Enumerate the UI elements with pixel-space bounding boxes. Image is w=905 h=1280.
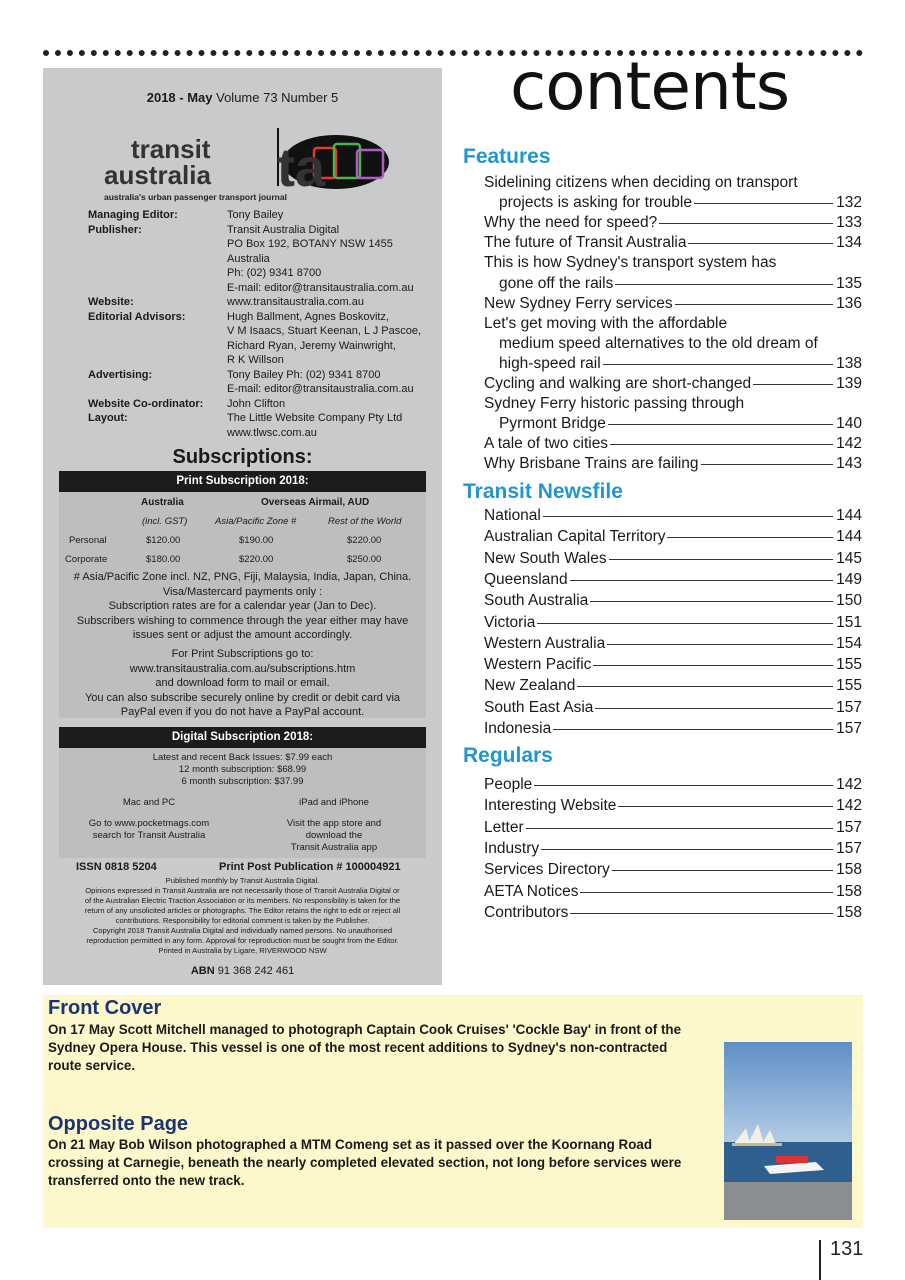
staff-detail bbox=[227, 223, 438, 296]
print-subscription-instructions bbox=[59, 647, 426, 720]
page-number: 131 bbox=[830, 1238, 864, 1260]
issn: ISSN 0818 5204 bbox=[76, 861, 157, 873]
toc-entry[interactable] bbox=[484, 193, 862, 213]
toc-page-number: 145 bbox=[836, 549, 862, 567]
toc-entry-title: New South Wales bbox=[484, 549, 607, 567]
toc-entry[interactable] bbox=[484, 570, 862, 590]
toc-entry-title: Cycling and walking are short-changed bbox=[484, 375, 752, 392]
leader-line bbox=[608, 424, 833, 425]
toc-page-number: 158 bbox=[836, 882, 862, 900]
staff-detail-line: Richard Ryan, Jeremy Wainwright, bbox=[227, 339, 396, 352]
toc-page-number: 149 bbox=[836, 570, 862, 588]
toc-entry-title: Pyrmont Bridge bbox=[499, 415, 606, 433]
toc-page-number: 155 bbox=[836, 656, 862, 674]
toc-page-number: 158 bbox=[836, 903, 862, 921]
ipad-instructions bbox=[244, 818, 424, 854]
mac-pc-label: Mac and PC bbox=[122, 797, 176, 808]
staff-role: Advertising: bbox=[88, 368, 153, 381]
toc-entry[interactable] bbox=[484, 796, 862, 816]
staff-role: Layout: bbox=[88, 412, 128, 424]
instruction-line: search for Transit Australia bbox=[92, 830, 206, 841]
staff-detail-line: V M Isaacs, Stuart Keenan, L J Pascoe, bbox=[227, 325, 422, 337]
price-line: 12 month subscription: $68.99 bbox=[178, 764, 307, 775]
staff-role: Website Co-ordinator: bbox=[88, 397, 204, 410]
staff-detail-line[interactable]: E-mail: editor@transitaustralia.com.au bbox=[227, 383, 414, 395]
toc-entry[interactable] bbox=[484, 634, 862, 654]
leader-line bbox=[593, 665, 833, 666]
toc-entry-line: Let's get moving with the affordable bbox=[484, 314, 728, 332]
staff-detail-line: Tony Bailey Ph: (02) 9341 8700 bbox=[227, 368, 381, 381]
staff-detail bbox=[227, 310, 438, 368]
staff-list bbox=[88, 208, 438, 440]
toc-entry[interactable] bbox=[484, 698, 862, 718]
leader-line bbox=[659, 223, 833, 224]
leader-line bbox=[570, 580, 833, 581]
legal-line: of the Australian Electric Traction Association or its members. No responsibility is taken for the bbox=[84, 896, 401, 905]
legal-line: Copyright 2018 Transit Australia Digital and individually named persons. No unauthorised bbox=[92, 926, 393, 935]
staff-role: Managing Editor: bbox=[88, 209, 178, 221]
print-subscription-box bbox=[59, 471, 426, 718]
toc-page-number: 157 bbox=[836, 698, 862, 716]
price-au: $180.00 bbox=[146, 554, 181, 565]
toc-entry[interactable] bbox=[484, 527, 862, 547]
staff-row bbox=[88, 397, 438, 412]
toc-entry-title: A tale of two cities bbox=[484, 435, 609, 453]
leader-line bbox=[580, 892, 833, 893]
print-subscription-header: Print Subscription 2018: bbox=[59, 471, 426, 492]
instruction-line: Visit the app store and bbox=[286, 818, 382, 829]
leader-line bbox=[570, 913, 833, 914]
toc-entry[interactable] bbox=[484, 274, 862, 294]
newsfile-heading: Transit Newsfile bbox=[463, 480, 623, 503]
leader-line bbox=[541, 849, 833, 850]
toc-entry-title: People bbox=[484, 776, 533, 793]
toc-page-number: 140 bbox=[836, 415, 862, 433]
toc-entry[interactable] bbox=[484, 434, 862, 454]
staff-role: Website: bbox=[88, 296, 134, 308]
toc-entry[interactable] bbox=[484, 839, 862, 859]
col-overseas: Overseas Airmail, AUD bbox=[261, 497, 370, 508]
leader-line bbox=[595, 708, 833, 709]
leader-line bbox=[701, 464, 833, 465]
masthead-panel bbox=[43, 68, 442, 985]
note-line: PayPal even if you do not have a PayPal account. bbox=[120, 706, 365, 719]
issue-line bbox=[43, 90, 442, 105]
leader-line bbox=[675, 304, 833, 305]
toc-entry-line: Sidelining citizens when deciding on transport bbox=[484, 174, 798, 191]
toc-page-number: 144 bbox=[836, 507, 862, 524]
issue-date: 2018 - May bbox=[146, 90, 213, 105]
toc-page-number: 134 bbox=[836, 234, 862, 252]
col-australia: Australia bbox=[141, 497, 184, 508]
sub-incl-gst: (incl. GST) bbox=[142, 516, 188, 527]
staff-row bbox=[88, 223, 438, 296]
legal-line: Published monthly by Transit Australia Digital. bbox=[165, 876, 320, 885]
staff-detail-line[interactable]: www.transitaustralia.com.au bbox=[227, 296, 364, 308]
staff-detail-line[interactable]: E-mail: editor@transitaustralia.com.au bbox=[227, 281, 414, 294]
staff-role: Publisher: bbox=[88, 223, 142, 236]
logo-tagline: australia's urban passenger transport journal bbox=[104, 192, 287, 202]
abn-label: ABN bbox=[190, 965, 215, 977]
toc-entry-title: AETA Notices bbox=[484, 882, 579, 900]
leader-line bbox=[534, 785, 833, 786]
staff-detail bbox=[227, 411, 438, 440]
logo-mark-ta: ta bbox=[277, 138, 326, 198]
toc-entry-title: Western Pacific bbox=[484, 656, 592, 674]
price-table bbox=[59, 497, 426, 573]
contents-title: contents bbox=[510, 48, 790, 125]
toc-entry-title: National bbox=[484, 507, 541, 524]
leader-line bbox=[607, 644, 833, 645]
print-post-number: Print Post Publication # 100004921 bbox=[219, 861, 401, 873]
note-line: Subscription rates are for a calendar year (Jan to Dec). bbox=[108, 600, 377, 613]
staff-row bbox=[88, 411, 438, 440]
toc-entry-title: Letter bbox=[484, 818, 524, 836]
row-label: Corporate bbox=[65, 554, 108, 565]
note-line: issues sent or adjust the amount accordingly. bbox=[132, 629, 353, 642]
toc-entry-title: Why Brisbane Trains are failing bbox=[484, 455, 699, 473]
staff-detail-line: PO Box 192, BOTANY NSW 1455 bbox=[227, 238, 393, 250]
legal-line: contributions. Responsibility for editorial comment is taken by the Publisher. bbox=[115, 916, 370, 925]
toc-entry-title: Interesting Website bbox=[484, 797, 617, 815]
price-rest: $220.00 bbox=[347, 535, 382, 546]
toc-entry-title: The future of Transit Australia bbox=[484, 234, 687, 252]
toc-entry-title: Services Directory bbox=[484, 861, 610, 879]
leader-line bbox=[603, 364, 833, 365]
toc-entry[interactable] bbox=[484, 233, 862, 253]
toc-entry-title: New Sydney Ferry services bbox=[484, 294, 673, 312]
toc-entry-title: Why the need for speed? bbox=[484, 214, 658, 232]
toc-entry[interactable] bbox=[484, 775, 862, 795]
mac-pc-instructions bbox=[59, 818, 239, 842]
leader-line bbox=[577, 686, 833, 687]
legal-line: Opinions expressed in Transit Australia are not necessarily those of Transit Australia Digital or bbox=[85, 886, 400, 895]
toc-entry-title: gone off the rails bbox=[499, 274, 614, 292]
regulars-heading: Regulars bbox=[463, 744, 553, 767]
toc-entry[interactable] bbox=[484, 549, 862, 569]
toc-entry-line: This is how Sydney's transport system has bbox=[484, 254, 777, 272]
logo-word-australia: australia bbox=[104, 160, 211, 190]
toc-page-number: 135 bbox=[836, 274, 862, 292]
toc-page-number: 155 bbox=[836, 677, 862, 695]
toc-entry[interactable] bbox=[484, 860, 862, 880]
sub-asia-pacific: Asia/Pacific Zone # bbox=[215, 516, 297, 527]
toc-page-number: 133 bbox=[836, 214, 862, 232]
price-asia: $190.00 bbox=[239, 535, 274, 546]
digital-prices bbox=[59, 752, 426, 788]
staff-detail-line: Transit Australia Digital bbox=[227, 223, 340, 236]
leader-line bbox=[537, 623, 833, 624]
issue-volume: Volume 73 Number 5 bbox=[216, 90, 339, 105]
toc-entry[interactable] bbox=[484, 213, 862, 233]
price-row-personal bbox=[59, 535, 426, 554]
staff-detail bbox=[227, 295, 438, 310]
legal-notice bbox=[49, 876, 436, 956]
instruction-line: Go to www.pocketmags.com bbox=[88, 818, 210, 829]
toc-entry[interactable] bbox=[484, 414, 862, 434]
cover-photo-thumbnail bbox=[724, 1042, 852, 1220]
sub-rest-world: Rest of the World bbox=[328, 516, 402, 527]
toc-entry-title: projects is asking for trouble bbox=[499, 194, 692, 212]
note-line: Subscribers wishing to commence through the year either may have bbox=[76, 614, 409, 627]
note-line: For Print Subscriptions go to: bbox=[171, 648, 314, 660]
page-number-bar bbox=[819, 1240, 821, 1280]
toc-entry-title: Queensland bbox=[484, 570, 568, 588]
toc-entry[interactable] bbox=[484, 294, 862, 314]
price-line: 6 month subscription: $37.99 bbox=[181, 776, 304, 787]
price-au: $120.00 bbox=[146, 535, 181, 546]
staff-detail-line: Hugh Ballment, Agnes Boskovitz, bbox=[227, 310, 390, 323]
toc-entry[interactable] bbox=[484, 655, 862, 675]
leader-line bbox=[688, 243, 833, 244]
toc-entry[interactable] bbox=[484, 719, 862, 739]
leader-line bbox=[618, 806, 833, 807]
toc-entry-title: New Zealand bbox=[484, 677, 576, 695]
toc-page-number: 138 bbox=[836, 354, 862, 372]
toc-page-number: 157 bbox=[836, 839, 862, 857]
staff-row bbox=[88, 310, 438, 368]
leader-line bbox=[609, 559, 833, 560]
toc-entry-title: Australian Capital Territory bbox=[484, 528, 666, 546]
digital-subscription-header: Digital Subscription 2018: bbox=[59, 727, 426, 748]
toc-entry-title: Indonesia bbox=[484, 720, 552, 737]
toc-entry[interactable] bbox=[484, 613, 862, 633]
toc-entry[interactable] bbox=[484, 354, 862, 374]
toc-page-number: 139 bbox=[836, 375, 862, 392]
opposite-page-text: On 21 May Bob Wilson photographed a MTM Comeng set as it passed over the Koornang Road crossing at Carnegie, beneath the nearly completed elevated section, not long before services were transferred onto the new track. bbox=[48, 1137, 682, 1188]
features-heading: Features bbox=[463, 145, 551, 168]
opposite-page-title: Opposite Page bbox=[48, 1113, 189, 1135]
transit-australia-logo bbox=[101, 128, 401, 210]
note-line: Visa/Mastercard payments only : bbox=[162, 585, 323, 598]
staff-role: Editorial Advisors: bbox=[88, 310, 186, 323]
staff-detail-line: John Clifton bbox=[227, 397, 286, 410]
toc-entry-title: Western Australia bbox=[484, 634, 606, 652]
toc-page-number: 151 bbox=[836, 613, 862, 631]
logo-word-transit: transit bbox=[131, 134, 211, 164]
toc-page-number: 157 bbox=[836, 720, 862, 737]
price-rest: $250.00 bbox=[347, 554, 382, 565]
leader-line bbox=[667, 537, 833, 538]
leader-line bbox=[753, 384, 833, 385]
subscriptions-title: Subscriptions: bbox=[172, 446, 313, 468]
digital-subscription-box bbox=[59, 727, 426, 858]
toc-entry[interactable] bbox=[484, 882, 862, 902]
leader-line bbox=[543, 516, 833, 517]
abn-value: 91 368 242 461 bbox=[217, 965, 295, 977]
leader-line bbox=[526, 828, 833, 829]
instruction-line: download the bbox=[305, 830, 363, 841]
staff-detail-line: Australia bbox=[227, 252, 270, 265]
note-line: and download form to mail or email. bbox=[155, 677, 330, 690]
staff-row bbox=[88, 208, 438, 223]
toc-entry-title: Contributors bbox=[484, 903, 569, 921]
toc-entry-title: Industry bbox=[484, 839, 540, 857]
toc-page-number: 157 bbox=[836, 818, 862, 836]
toc-page-number: 142 bbox=[836, 435, 862, 453]
toc-page-number: 136 bbox=[836, 294, 862, 312]
legal-line: reproduction permitted in any form. Approval for reproduction must be sought from the Editor. bbox=[86, 936, 399, 945]
abn bbox=[43, 965, 442, 977]
staff-detail-line: Ph: (02) 9341 8700 bbox=[227, 267, 322, 279]
toc-entry-line: medium speed alternatives to the old dream of bbox=[499, 334, 818, 352]
toc-page-number: 143 bbox=[836, 455, 862, 473]
toc-entry[interactable] bbox=[484, 676, 862, 696]
staff-detail-line: Tony Bailey bbox=[227, 209, 284, 221]
toc-entry-title: high-speed rail bbox=[499, 354, 601, 372]
toc-entry[interactable] bbox=[484, 506, 862, 526]
staff-detail-line: The Little Website Company Pty Ltd bbox=[227, 412, 403, 424]
leader-line bbox=[612, 870, 833, 871]
toc-page-number: 150 bbox=[836, 592, 862, 610]
note-line: You can also subscribe securely online by credit or debit card via bbox=[84, 691, 401, 704]
staff-row bbox=[88, 295, 438, 310]
leader-line bbox=[610, 444, 833, 445]
staff-row bbox=[88, 368, 438, 397]
toc-page-number: 132 bbox=[836, 194, 862, 212]
toc-entry-title: South East Asia bbox=[484, 698, 594, 716]
row-label: Personal bbox=[69, 535, 107, 546]
leader-line bbox=[590, 601, 833, 602]
price-line: Latest and recent Back Issues: $7.99 each bbox=[152, 752, 333, 763]
staff-detail bbox=[227, 208, 438, 223]
leader-line bbox=[615, 284, 833, 285]
toc-entry-line: Sydney Ferry historic passing through bbox=[484, 395, 745, 413]
toc-entry-title: South Australia bbox=[484, 592, 589, 610]
subscription-notes bbox=[59, 570, 426, 643]
toc-entry[interactable] bbox=[484, 818, 862, 838]
subscription-url[interactable]: www.transitaustralia.com.au/subscriptions.htm bbox=[129, 662, 356, 675]
front-cover-text: On 17 May Scott Mitchell managed to photograph Captain Cook Cruises' 'Cockle Bay' in front of the Sydney Opera House. This vessel is one of the most recent additions to Sydney's non-contracted route service. bbox=[48, 1022, 682, 1073]
price-asia: $220.00 bbox=[239, 554, 274, 565]
toc-entry[interactable] bbox=[484, 374, 862, 394]
toc-entry[interactable] bbox=[484, 903, 862, 923]
legal-line: return of any unsolicited articles or photographs. The Editor retains the right to edit or reject all bbox=[84, 906, 401, 915]
toc-page-number: 158 bbox=[836, 861, 862, 879]
toc-page-number: 142 bbox=[836, 797, 862, 815]
toc-page-number: 142 bbox=[836, 776, 862, 793]
cover-notes-box bbox=[43, 995, 863, 1228]
toc-page-number: 154 bbox=[836, 634, 862, 652]
toc-entry[interactable] bbox=[484, 454, 862, 474]
ipad-label: iPad and iPhone bbox=[299, 797, 369, 808]
leader-line bbox=[694, 203, 833, 204]
toc-page-number: 144 bbox=[836, 528, 862, 546]
note-line: # Asia/Pacific Zone incl. NZ, PNG, Fiji, Malaysia, India, Japan, China. bbox=[73, 571, 412, 583]
legal-line: Printed in Australia by Ligare, RIVERWOOD NSW bbox=[158, 946, 327, 955]
staff-detail-line: R K Willson bbox=[227, 354, 284, 366]
front-cover-title: Front Cover bbox=[48, 997, 162, 1019]
toc-entry[interactable] bbox=[484, 591, 862, 611]
staff-detail-line[interactable]: www.tlwsc.com.au bbox=[227, 426, 317, 439]
instruction-line: Transit Australia app bbox=[290, 842, 378, 853]
staff-detail bbox=[227, 368, 438, 397]
toc-entry-title: Victoria bbox=[484, 613, 536, 631]
leader-line bbox=[553, 729, 833, 730]
staff-detail bbox=[227, 397, 438, 412]
